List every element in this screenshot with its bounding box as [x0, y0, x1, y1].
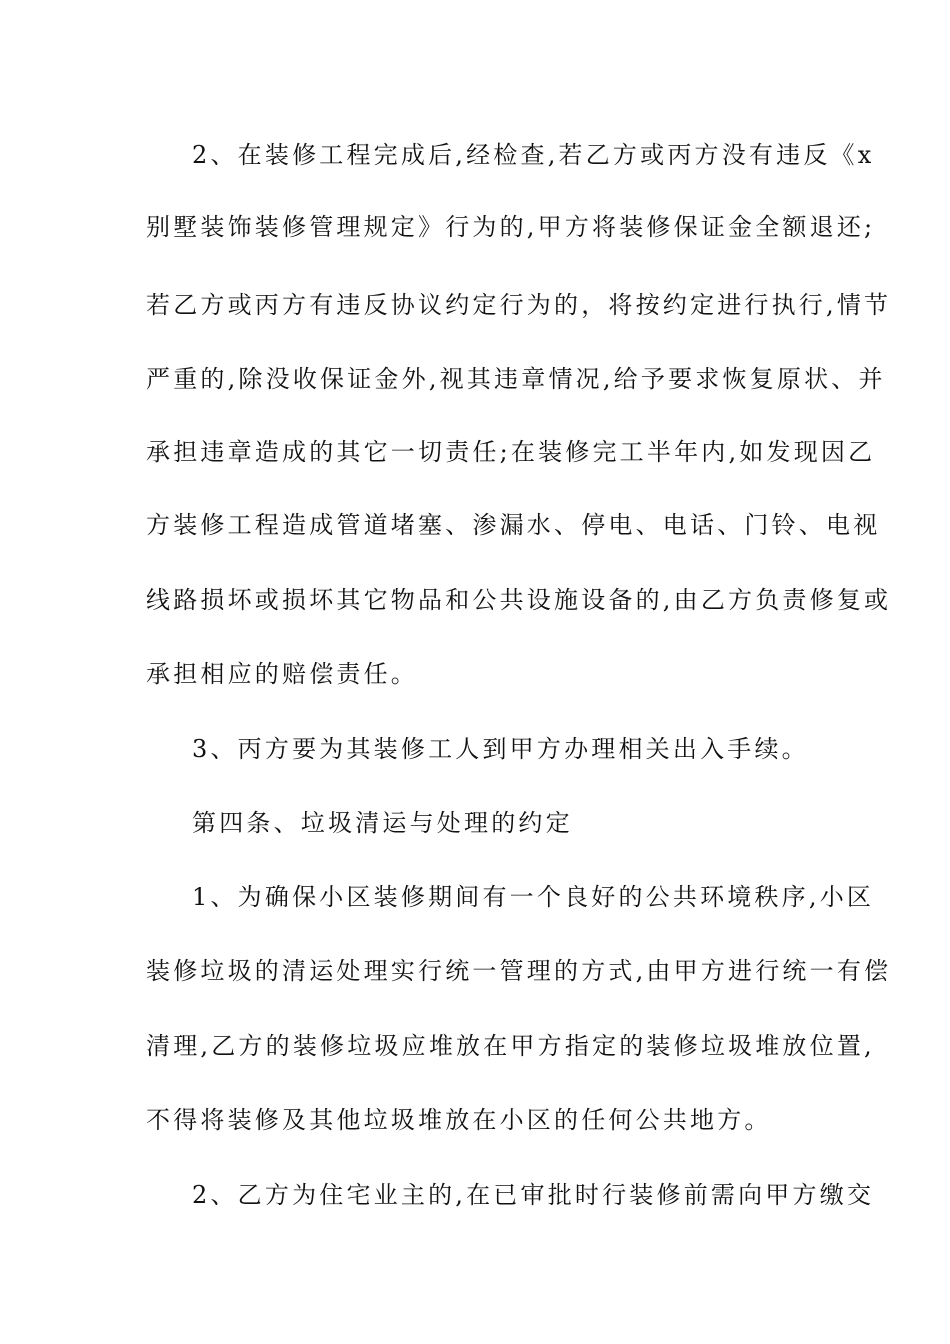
text-line: 2、在装修工程完成后,经检查,若乙方或丙方没有违反《x	[192, 141, 875, 169]
text-line: 清理,乙方的装修垃圾应堆放在甲方指定的装修垃圾堆放位置,	[146, 1032, 875, 1060]
text-line: 方装修工程造成管道堵塞、渗漏水、停电、电话、门铃、电视	[146, 511, 881, 539]
text-line: 承担相应的赔偿责任。	[146, 660, 418, 688]
section-heading: 第四条、垃圾清运与处理的约定	[192, 809, 573, 837]
text-line: 2、乙方为住宅业主的,在已审批时行装修前需向甲方缴交	[192, 1181, 875, 1209]
text-line: 1、为确保小区装修期间有一个良好的公共环境秩序,小区	[192, 883, 875, 911]
text-line: 线路损坏或损坏其它物品和公共设施设备的,由乙方负责修复或	[146, 586, 892, 614]
text-line: 装修垃圾的清运处理实行统一管理的方式,由甲方进行统一有偿	[146, 957, 892, 985]
text-line: 承担违章造成的其它一切责任;在装修完工半年内,如发现因乙	[146, 438, 876, 466]
text-line: 严重的,除没收保证金外,视其违章情况,给予要求恢复原状、并	[146, 365, 886, 393]
text-line: 3、丙方要为其装修工人到甲方办理相关出入手续。	[192, 735, 809, 763]
text-line: 不得将装修及其他垃圾堆放在小区的任何公共地方。	[146, 1106, 772, 1134]
text-line: 若乙方或丙方有违反协议约定行为的，将按约定进行执行,情节	[146, 291, 892, 319]
text-line: 别墅装饰装修管理规定》行为的,甲方将装修保证金全额退还;	[146, 213, 876, 241]
